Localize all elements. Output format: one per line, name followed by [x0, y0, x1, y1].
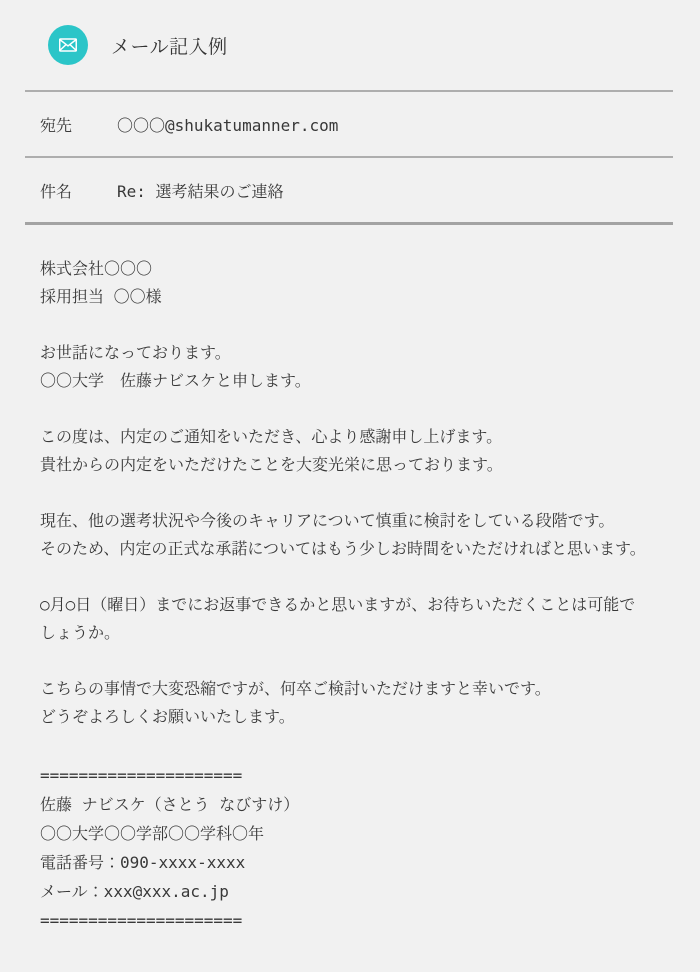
- body-paragraph: [40, 423, 670, 479]
- body-line: どうぞよろしくお願いいたします。: [40, 707, 295, 726]
- header: [0, 0, 700, 90]
- signature-block: [40, 761, 670, 935]
- subject-row: [0, 158, 700, 222]
- body-paragraph: [40, 675, 670, 731]
- body-paragraph: [40, 339, 670, 395]
- body-line: 佐藤 ナビスケ（さとう なびすけ）: [40, 795, 300, 814]
- subject-label: 件名: [40, 181, 73, 201]
- body-paragraph: [40, 255, 670, 311]
- body-line: この度は、内定のご通知をいただき、心より感謝申し上げます。: [40, 427, 503, 446]
- body-line: 現在、他の選考状況や今後のキャリアについて慎重に検討をしている段階です。: [40, 511, 615, 530]
- recipient-label: 宛先: [40, 115, 73, 135]
- body-line: お世話になっております。: [40, 343, 231, 362]
- body-line: 採用担当 〇〇様: [40, 287, 162, 306]
- email-body: [0, 225, 700, 935]
- body-line: こちらの事情で大変恐縮ですが、何卒ご検討いただけますと幸いです。: [40, 679, 551, 698]
- body-line: 貴社からの内定をいただけたことを大変光栄に思っております。: [40, 455, 503, 474]
- recipient-row: [0, 92, 700, 156]
- body-line: 〇〇大学〇〇学部〇〇学科〇年: [40, 824, 265, 843]
- body-line: 電話番号：090-xxxx-xxxx: [40, 853, 246, 872]
- body-line: メール：xxx@xxx.ac.jp: [40, 882, 229, 901]
- body-line: 株式会社〇〇〇: [40, 259, 153, 278]
- body-paragraph: [40, 507, 670, 563]
- body-paragraph: [40, 591, 670, 647]
- body-line: =====================: [40, 911, 243, 930]
- body-line: 〇〇大学 佐藤ナビスケと申します。: [40, 371, 311, 390]
- body-line: そのため、内定の正式な承諾についてはもう少しお時間をいただければと思います。: [40, 539, 646, 558]
- body-line: =====================: [40, 766, 243, 785]
- body-line: ○月○日（曜日）までにお返事できるかと思いますが、お待ちいただくことは可能で: [40, 595, 636, 614]
- subject-value: Re: 選考結果のご連絡: [117, 181, 284, 201]
- page-title: メール記入例: [111, 35, 228, 58]
- recipient-value: 〇〇〇@shukatumanner.com: [117, 115, 339, 135]
- envelope-icon: [48, 25, 88, 65]
- body-line: しょうか。: [40, 623, 121, 642]
